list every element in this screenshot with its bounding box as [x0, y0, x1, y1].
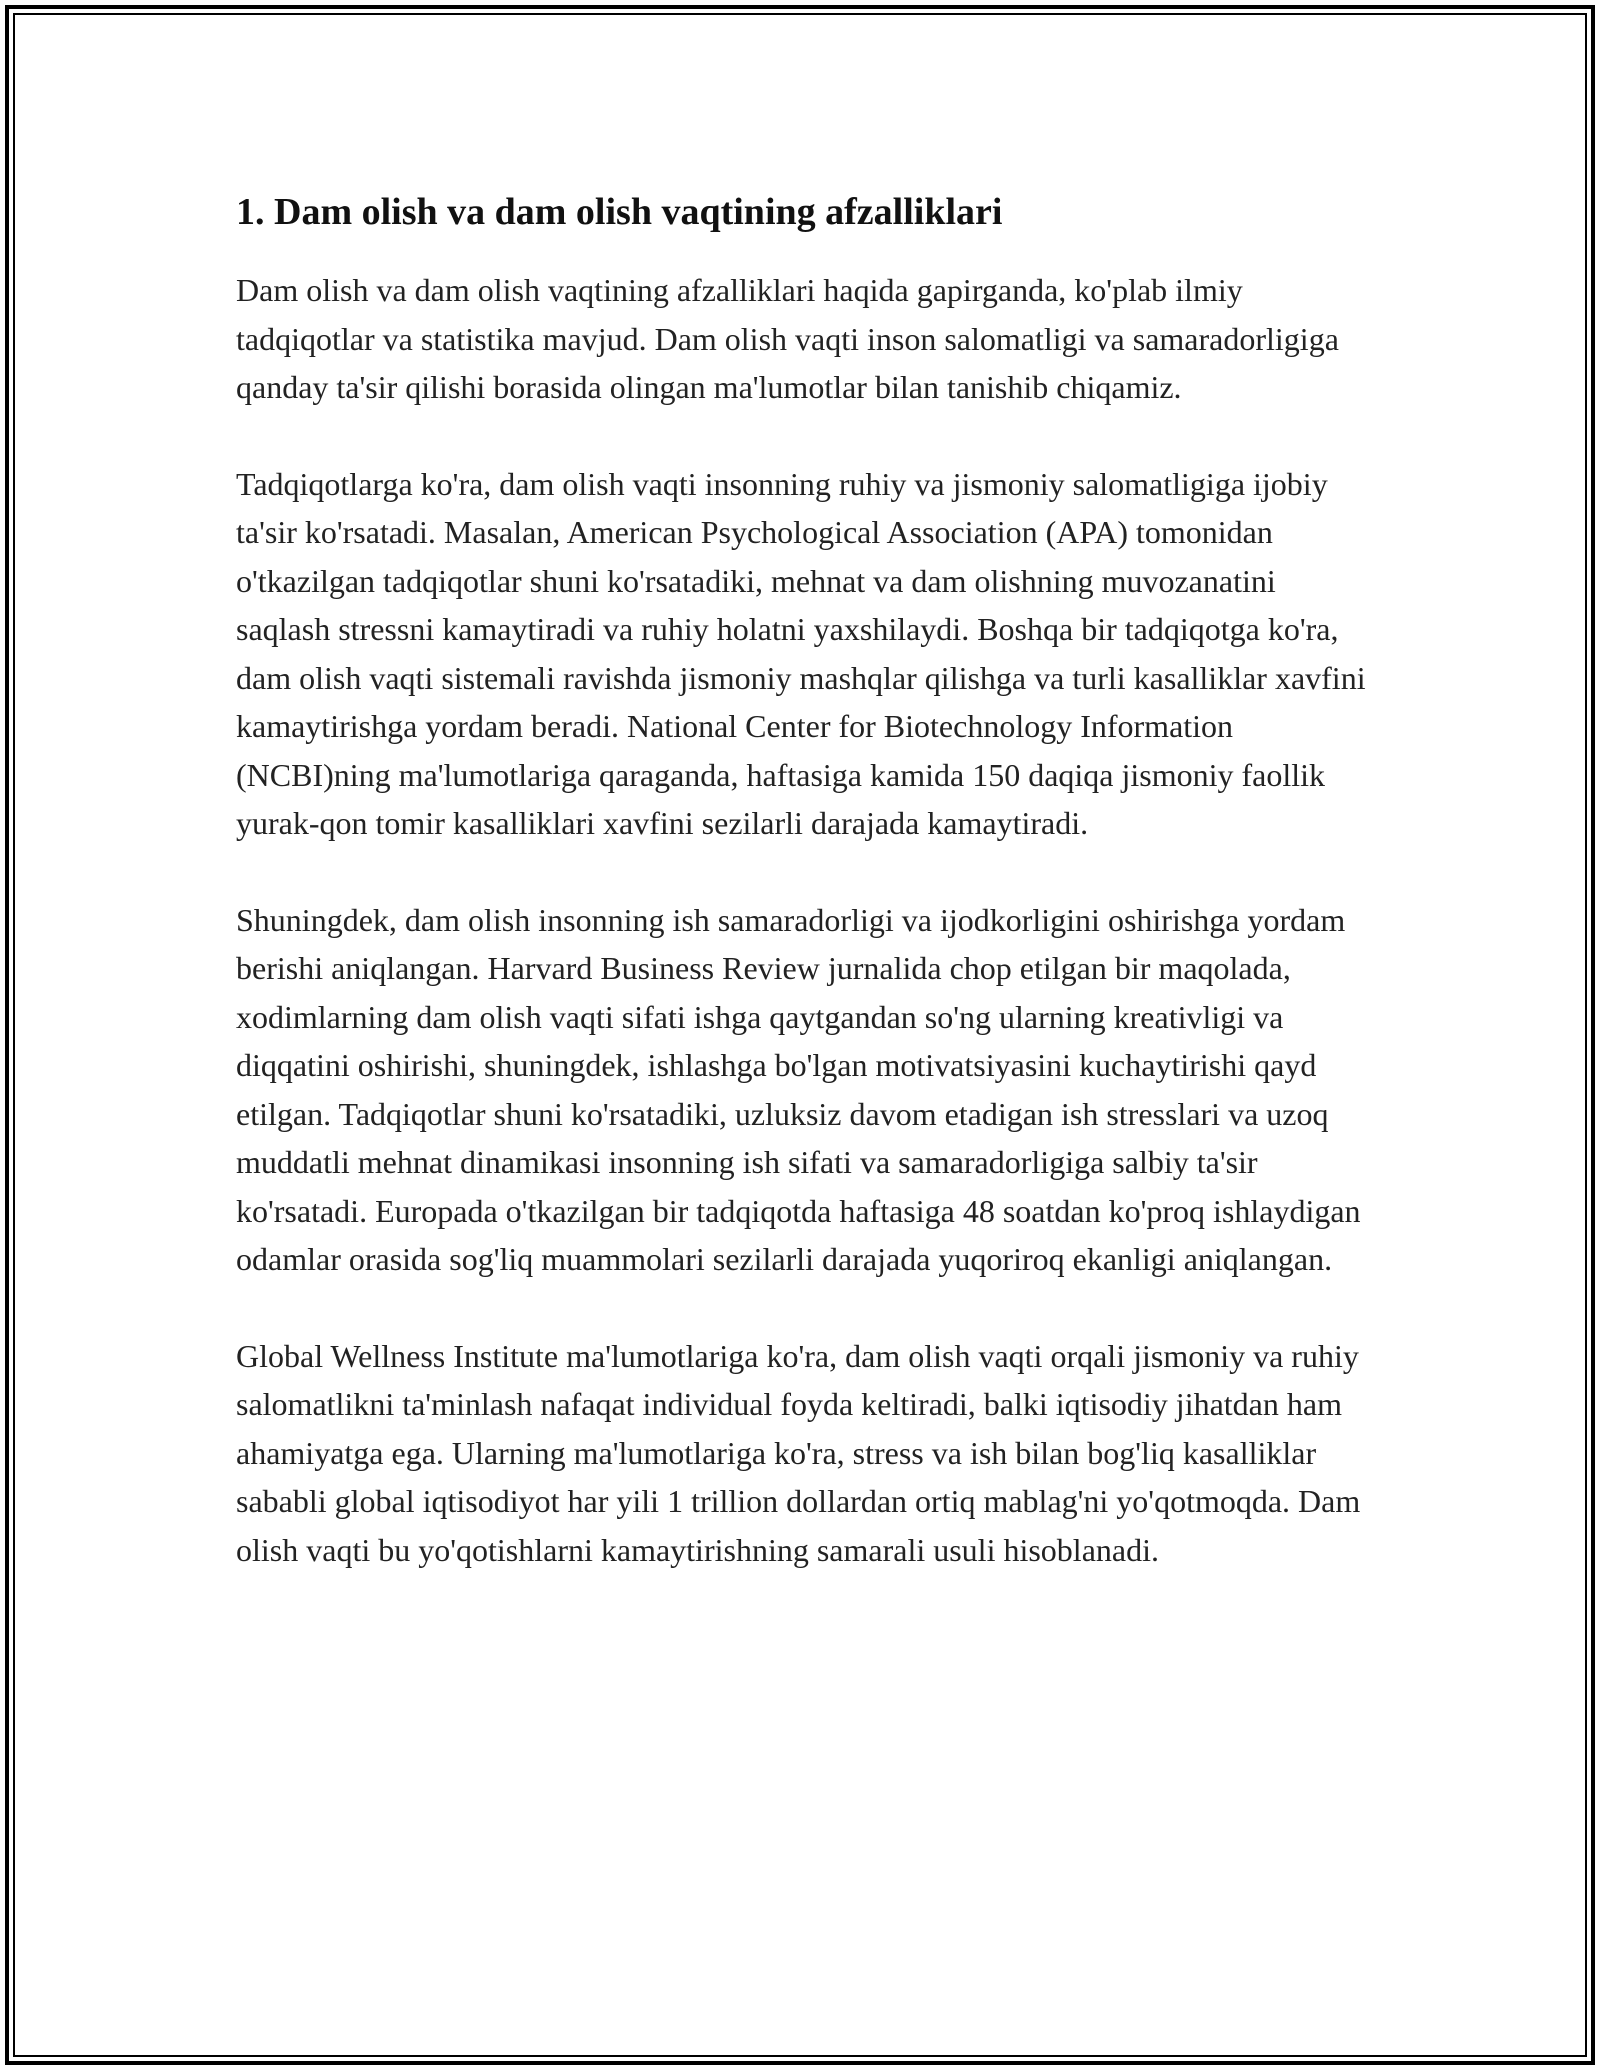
- section-heading: 1. Dam olish va dam olish vaqtining afzalliklari: [236, 191, 1003, 233]
- paragraph-health: Tadqiqotlarga ko'ra, dam olish vaqti insonning ruhiy va jismoniy salomatligiga ijobiy ta'sir ko'rsatadi. Masalan, American Psychological Association (APA) tomonidan o'tkazilgan tadqiqotlar shuni ko'rsatadiki, mehnat va dam olishning muvozanatini saqlash stressni kamaytiradi va ruhiy holatni yaxshilaydi. Boshqa bir tadqiqotga ko'ra, dam olish vaqti sistemali ravishda jismoniy mashqlar qilishga va turli kasalliklar xavfini kamaytirishga yordam beradi. National Center for Biotechnology Information (NCBI)ning ma'lumotlariga qaraganda, haftasiga kamida 150 daqiqa jismoniy faollik yurak-qon tomir kasalliklari xavfini sezilarli darajada kamaytiradi.: [236, 465, 1366, 841]
- paragraph-economy: Global Wellness Institute ma'lumotlariga ko'ra, dam olish vaqti orqali jismoniy va ruhiy salomatlikni ta'minlash nafaqat individual foyda keltiradi, balki iqtisodiy jihatdan ham ahamiyatga ega. Ularning ma'lumotlariga ko'ra, stress va ish bilan bog'liq kasalliklar sababli global iqtisodiyot har yili 1 trillion dollardan ortiq mablag'ni yo'qotmoqda. Dam olish vaqti bu yo'qotishlarni kamaytirishning samarali usuli hisoblanadi.: [236, 1337, 1361, 1568]
- paragraph-intro: Dam olish va dam olish vaqtining afzalliklari haqida gapirganda, ko'plab ilmiy tadqiqotlar va statistika mavjud. Dam olish vaqti inson salomatligi va samaradorligiga qanday ta'sir qilishi borasida olingan ma'lumotlar bilan tanishib chiqamiz.: [236, 272, 1339, 405]
- document-body: [236, 186, 1376, 1622]
- paragraph-productivity: Shuningdek, dam olish insonning ish samaradorligi va ijodkorligini oshirishga yordam berishi aniqlangan. Harvard Business Review jurnalida chop etilgan bir maqolada, xodimlarning dam olish vaqti sifati ishga qaytgandan so'ng ularning kreativligi va diqqatini oshirishi, shuningdek, ishlashga bo'lgan motivatsiyasini kuchaytirishi qayd etilgan. Tadqiqotlar shuni ko'rsatadiki, uzluksiz davom etadigan ish stresslari va uzoq muddatli mehnat dinamikasi insonning ish sifati va samaradorligiga salbiy ta'sir ko'rsatadi. Europada o'tkazilgan bir tadqiqotda haftasiga 48 soatdan ko'proq ishlaydigan odamlar orasida sog'liq muammolari sezilarli darajada yuqoriroq ekanligi aniqlangan.: [236, 901, 1361, 1277]
